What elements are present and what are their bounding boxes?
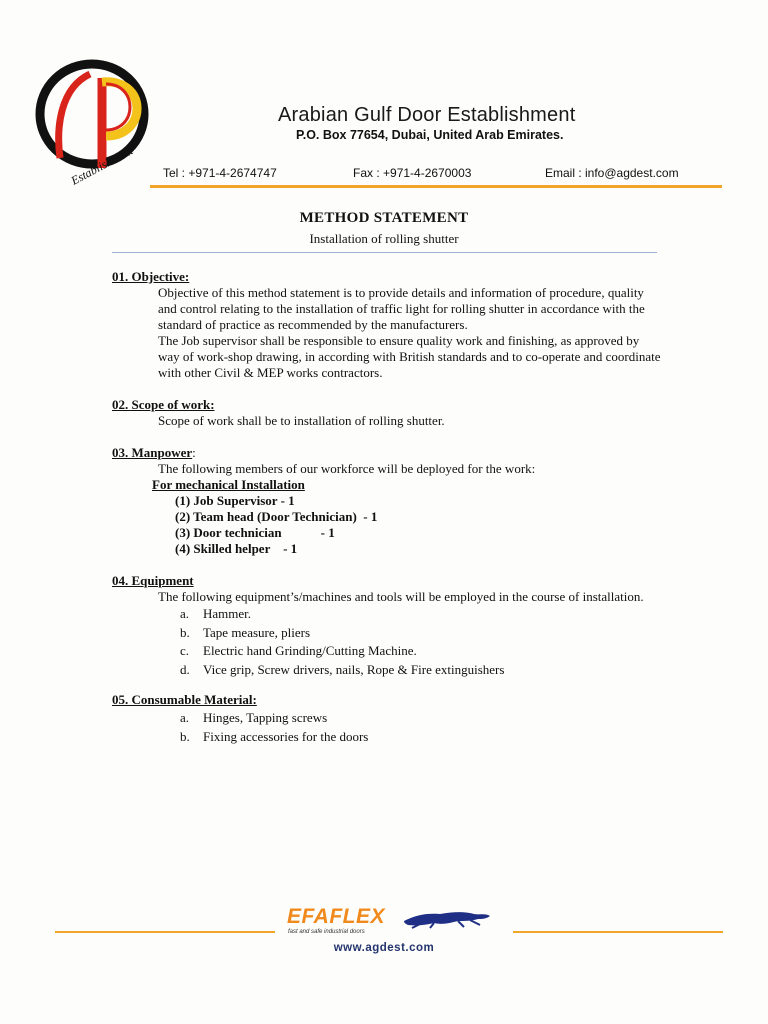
website-link[interactable]: www.agdest.com [333,942,435,954]
list-marker: a. [180,710,190,725]
section-manpower [112,445,662,557]
company-name: Arabian Gulf Door Establishment [278,104,576,126]
panther-icon [402,907,492,929]
section-paragraph: The following equipment’s/machines and tools will be employed in the course of installation. [158,589,644,604]
manpower-role: (2) Team head (Door Technician) - 1 [175,509,378,524]
section-scope [112,397,662,429]
contact-fax: Fax : +971-4-2670003 [353,166,472,180]
list-marker: b. [180,624,190,640]
list-item-text: Hammer. [203,606,252,621]
list-item-text: Fixing accessories for the doors [203,729,369,744]
list-item [180,642,662,661]
list-item-text: Tape measure, pliers [203,624,311,640]
header-divider [150,185,722,188]
section-paragraph: Objective of this method statement is to provide details and information of procedure, quality and control relating to the installation of traffic light for rolling shutter in accordance with the standard of practice as recommended by the manufacturers. [158,285,645,332]
manpower-role: (3) Door technician - 1 [175,525,335,540]
contact-email: Email : info@agdest.com [545,166,679,180]
footer-divider-left [55,931,275,933]
section-heading: 03. Manpower [112,445,193,460]
company-logo [30,58,170,188]
efaflex-logo: EFAFLEX [287,905,386,928]
document-title: METHOD STATEMENT [299,210,469,226]
section-equipment [112,573,662,679]
list-item-text: Vice grip, Screw drivers, nails, Rope & Fire extinguishers [203,661,505,677]
heading-colon: : [192,445,196,460]
section-paragraph: The following members of our workforce will be deployed for the work: [158,461,536,476]
list-marker: b. [180,729,190,744]
manpower-role: (4) Skilled helper - 1 [175,541,298,556]
list-item-text: Hinges, Tapping screws [203,710,328,725]
equipment-list [112,605,662,679]
logo-wordmark: Establishment [68,143,136,188]
section-heading: 05. Consumable Material: [112,692,257,707]
list-item [180,624,662,643]
company-block [278,104,575,142]
section-heading-row [112,445,662,461]
manpower-subheading: For mechanical Installation [152,477,305,492]
section-heading: 04. Equipment [112,573,194,588]
consumable-list [112,708,662,746]
manpower-role: (1) Job Supervisor - 1 [175,493,295,508]
section-heading: 01. Objective: [112,269,190,284]
efaflex-tagline: fast and safe industrial doors [288,929,365,935]
section-paragraph: The Job supervisor shall be responsible to ensure quality work and finishing, as approved by way of work-shop drawing, in according with British standards and to co-operate and coordinate with other Civil & MEP works contractors. [158,333,661,380]
company-address: P.O. Box 77654, Dubai, United Arab Emirates. [296,128,564,142]
section-objective [112,269,662,381]
list-marker: a. [180,606,190,621]
section-paragraph: Scope of work shall be to installation of rolling shutter. [158,413,445,428]
list-item-text: Electric hand Grinding/Cutting Machine. [203,643,417,658]
footer-divider-right [513,931,723,933]
list-item [180,708,662,727]
title-divider [112,252,657,253]
document-body [112,269,662,762]
list-item [180,605,662,624]
section-heading: 02. Scope of work: [112,397,215,412]
section-consumable [112,692,662,746]
list-item [180,727,662,746]
contact-tel: Tel : +971-4-2674747 [163,166,277,180]
list-marker: c. [180,643,190,658]
list-marker: d. [180,661,190,677]
list-item [180,661,662,680]
document-subtitle: Installation of rolling shutter [309,231,459,246]
